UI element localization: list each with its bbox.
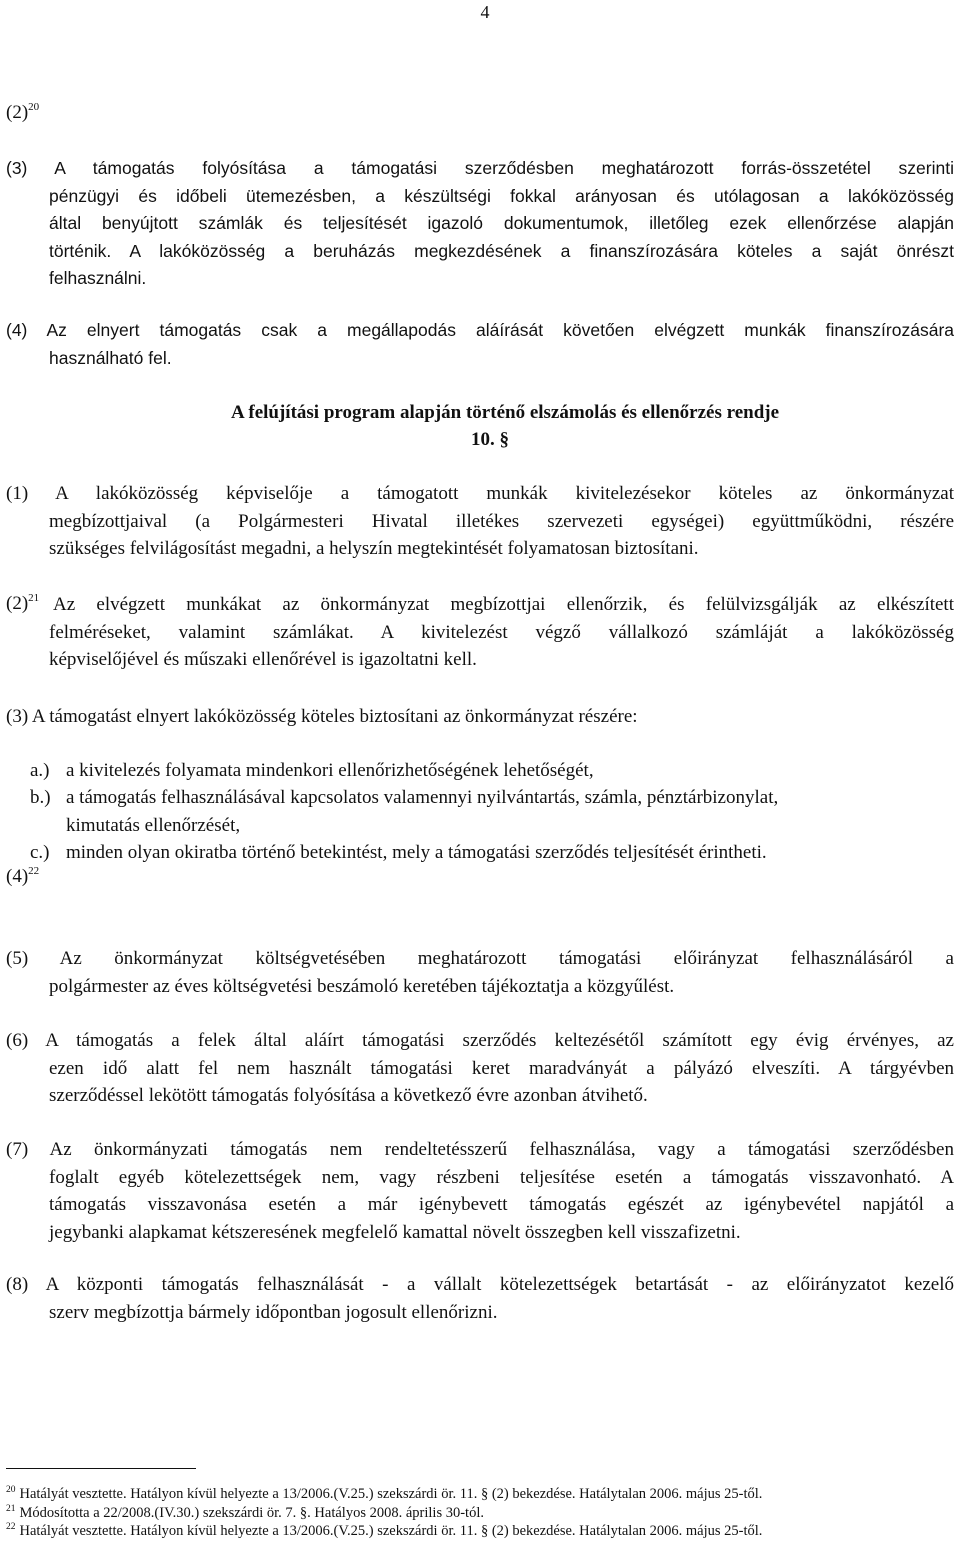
paragraph-10-5 bbox=[6, 945, 954, 1000]
footnote-text: Módosította a 22/2008.(IV.30.) szekszárdi ör. 7. §. Hatályos 2008. április 30-tól. bbox=[19, 1505, 484, 1521]
paragraph-line: (6) A támogatás a felek által aláírt támogatási szerződés keltezésétől számított egy évig érvényes, az bbox=[6, 1030, 954, 1051]
footnote-text: Hatályát vesztette. Hatályon kívül helyezte a 13/2006.(V.25.) szekszárdi ör. 11. § (2) bekezdése. Hatálytalan 2006. május 25-től. bbox=[19, 1523, 763, 1539]
paragraph-line: szerv megbízottja bármely időpontban jogosult ellenőrizni. bbox=[49, 1301, 498, 1323]
list-item bbox=[30, 839, 950, 867]
paragraph-4 bbox=[6, 317, 954, 372]
paragraph-line: képviselőjével és műszaki ellenőrével is igazoltatni kell. bbox=[49, 649, 477, 670]
paragraph-label-text: (2) bbox=[6, 102, 29, 123]
paragraph-line: támogatás visszavonása esetén a már igénybevett támogatás egészét az igénybevétel napjától a bbox=[49, 1194, 954, 1215]
footnote-number: 20 bbox=[6, 1485, 16, 1495]
paragraph-10-4-label bbox=[6, 864, 39, 890]
paragraph-line: történik. A lakóközösség a beruházás megkezdésének a finanszírozására köteles a saját önrészt bbox=[49, 240, 954, 261]
paragraph-line: felméréseket, valamint számlákat. A kivitelezést végző vállalkozó számláját a lakóközösség bbox=[49, 621, 954, 643]
footnote-divider bbox=[6, 1468, 196, 1469]
paragraph-line: pénzügyi és időbeli ütemezésben, a készültségi fokkal arányosan és utólagosan a lakóközösség bbox=[49, 185, 954, 206]
paragraph-line: megbízottjaival (a Polgármesteri Hivatal illetékes szervezeti egységei) együttműködni, részére bbox=[49, 510, 954, 532]
paragraph-10-6 bbox=[6, 1027, 954, 1110]
paragraph-line: foglalt egyéb kötelezettségek nem, vagy részbeni teljesítése esetén a támogatás visszavonható. A bbox=[49, 1166, 954, 1188]
list-item bbox=[30, 784, 950, 840]
footnote-22 bbox=[6, 1522, 954, 1540]
list-item-text: a támogatás felhasználásával kapcsolatos valamennyi nyilvántartás, számla, pénztárbizonylat, bbox=[66, 787, 779, 808]
page-number: 4 bbox=[480, 2, 490, 22]
footnote-ref: 20 bbox=[28, 101, 40, 113]
footnote-21 bbox=[6, 1504, 954, 1522]
paragraph-2-label bbox=[6, 100, 39, 126]
footnote-20 bbox=[6, 1485, 954, 1503]
section-heading: A felújítási program alapján történő elszámolás és ellenőrzés rendje bbox=[230, 402, 780, 423]
paragraph-label-text: (4) bbox=[6, 866, 29, 887]
footnote-text: Hatályát vesztette. Hatályon kívül helyezte a 13/2006.(V.25.) szekszárdi ör. 11. § (2) bekezdése. Hatálytalan 2006. május 25-től. bbox=[19, 1486, 763, 1502]
paragraph-3 bbox=[6, 155, 954, 293]
paragraph-line: jegybanki alapkamat kétszeresének megfelelő kamattal növelt összegben kell visszafizetni. bbox=[49, 1221, 741, 1243]
paragraph-line: (3) A támogatás folyósítása a támogatási szerződésben meghatározott forrás-összetétel szerinti bbox=[6, 158, 954, 178]
paragraph-line: szükséges felvilágosítást megadni, a helyszín megtekintését folyamatosan biztosítani. bbox=[49, 538, 699, 559]
paragraph-line: által benyújtott számlák és teljesítését igazoló dokumentumok, illetőleg ezek ellenőrzése alapján bbox=[49, 213, 954, 233]
list-item-text: a kivitelezés folyamata mindenkori ellenőrizhetőségének lehetőségét, bbox=[66, 760, 594, 781]
paragraph-line: (1) A lakóközösség képviselője a támogatott munkák kivitelezésekor köteles az önkormányzat bbox=[6, 483, 954, 504]
footnote-ref: 21 bbox=[28, 592, 40, 604]
paragraph-line: (7) Az önkormányzati támogatás nem rendeltetésszerű felhasználása, vagy a támogatási szerződésben bbox=[6, 1139, 954, 1160]
paragraph-line: (5) Az önkormányzat költségvetésében meghatározott támogatási előirányzat felhasználásáról a bbox=[6, 948, 954, 969]
paragraph-line: Az elvégzett munkákat az önkormányzat megbízottjai ellenőrzik, és felülvizsgálják az elkészített bbox=[53, 594, 954, 615]
paragraph-line: polgármester az éves költségvetési beszámoló keretében tájékoztatja a közgyűlést. bbox=[49, 975, 675, 997]
paragraph-10-2 bbox=[49, 591, 954, 674]
list-item bbox=[30, 757, 950, 785]
paragraph-line: használható fel. bbox=[49, 347, 172, 368]
footnote-number: 22 bbox=[6, 1522, 16, 1532]
paragraph-line: (8) A központi támogatás felhasználását - a vállalt kötelezettségek betartását - az előirányzatot kezelő bbox=[6, 1274, 954, 1295]
paragraph-line: ezen idő alatt fel nem használt támogatási keret maradványát a pályázó elveszíti. A tárgyévben bbox=[49, 1057, 954, 1079]
list-item-text: kimutatás ellenőrzését, bbox=[66, 814, 241, 836]
list-item-letter: b.) bbox=[30, 787, 51, 808]
paragraph-10-2-label bbox=[6, 591, 39, 617]
paragraph-10-7 bbox=[6, 1136, 954, 1246]
paragraph-line: (3) A támogatást elnyert lakóközösség köteles biztosítani az önkormányzat részére: bbox=[6, 706, 638, 727]
paragraph-10-8 bbox=[6, 1271, 954, 1326]
paragraph-line: (4) Az elnyert támogatás csak a megállapodás aláírását követően elvégzett munkák finanszírozására bbox=[6, 320, 954, 340]
list-item-text: minden olyan okiratba történő betekintést, mely a támogatási szerződés teljesítését érintheti. bbox=[66, 842, 767, 863]
footnote-ref: 22 bbox=[28, 865, 40, 877]
paragraph-10-1 bbox=[6, 480, 954, 563]
list-item-letter: c.) bbox=[30, 842, 50, 863]
paragraph-line: felhasználni. bbox=[49, 268, 147, 288]
paragraph-line: szerződéssel lekötött támogatás folyósítása a következő évre azonban átvihető. bbox=[49, 1085, 648, 1106]
section-number: 10. § bbox=[471, 429, 509, 450]
list-item-letter: a.) bbox=[30, 760, 50, 781]
footnote-number: 21 bbox=[6, 1504, 16, 1514]
paragraph-10-3 bbox=[6, 703, 954, 731]
paragraph-label-text: (2) bbox=[6, 593, 29, 614]
